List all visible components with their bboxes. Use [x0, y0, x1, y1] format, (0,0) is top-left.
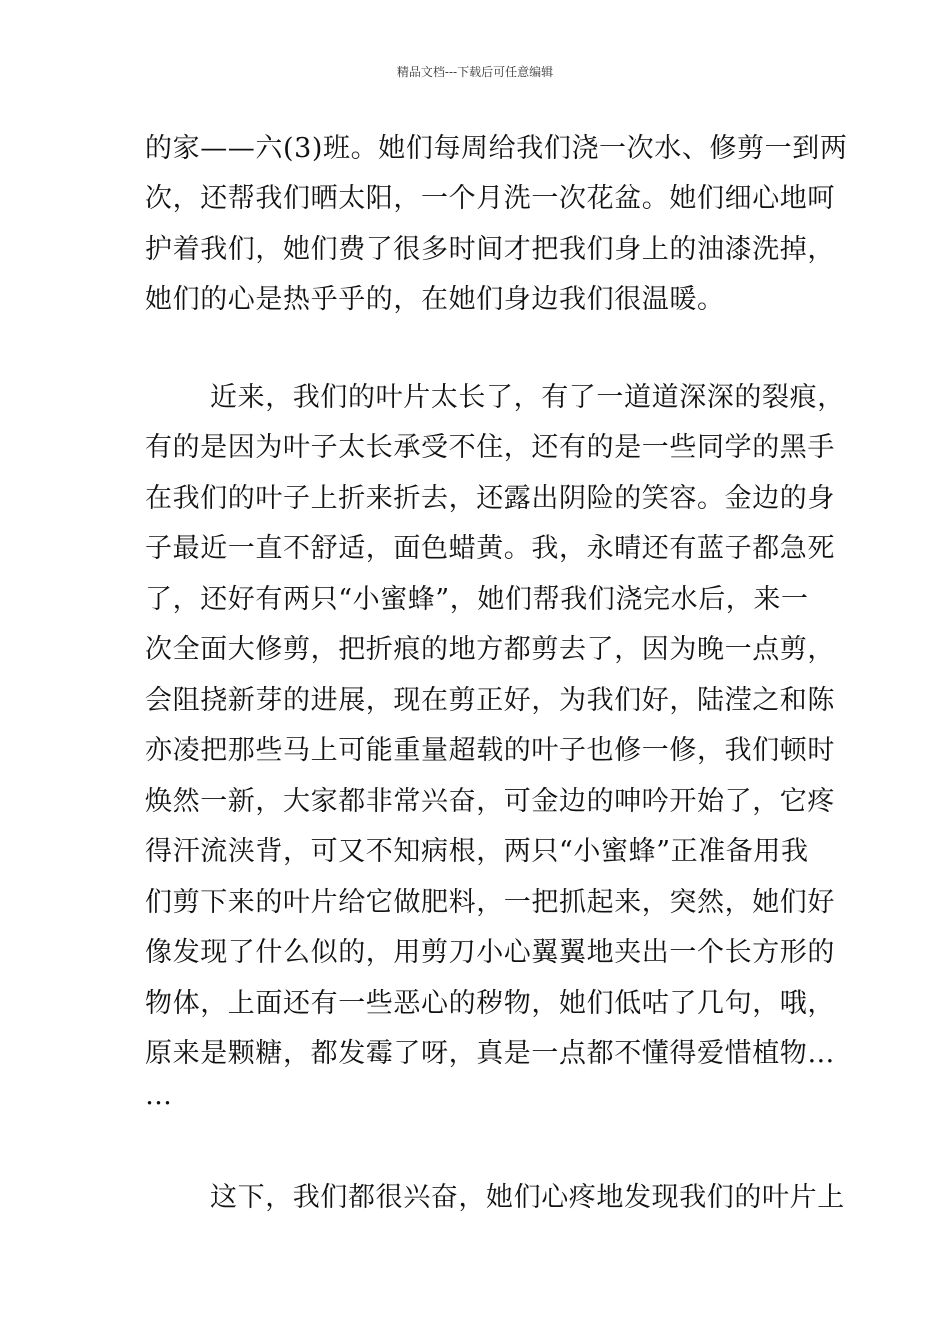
text-line: 焕然一新，大家都非常兴奋，可金边的呻吟开始了，它疼	[145, 786, 835, 817]
page-header: 精品文档---下载后可任意编辑	[396, 65, 554, 79]
text-line: …	[145, 1080, 173, 1111]
text-line: 有的是因为叶子太长承受不住，还有的是一些同学的黑手	[145, 432, 835, 463]
text-line: 子最近一直不舒适，面色蜡黄。我，永晴还有蓝子都急死	[145, 533, 835, 564]
text-line: 会阻挠新芽的进展，现在剪正好，为我们好，陆滢之和陈	[145, 685, 835, 716]
text-line: 亦凌把那些马上可能重量超载的叶子也修一修，我们顿时	[145, 735, 835, 766]
text-line: 她们的心是热乎乎的，在她们身边我们很温暖。	[145, 284, 725, 315]
text-line: 了，还好有两只“小蜜蜂”，她们帮我们浇完水后，来一	[145, 584, 809, 615]
text-line: 像发现了什么似的，用剪刀小心翼翼地夹出一个长方形的	[145, 937, 835, 968]
text-line: 近来，我们的叶片太长了，有了一道道深深的裂痕，	[210, 382, 845, 413]
text-line: 次，还帮我们晒太阳，一个月洗一次花盆。她们细心地呵	[145, 183, 835, 214]
text-line: 物体，上面还有一些恶心的秽物，她们低咕了几句，哦，	[145, 988, 835, 1019]
text-line: 得汗流浃背，可又不知病根，两只“小蜜蜂”正准备用我	[145, 836, 809, 867]
text-line: 护着我们，她们费了很多时间才把我们身上的油漆洗掉，	[145, 234, 835, 265]
text-line: 的家——六(3)班。她们每周给我们浇一次水、修剪一到两	[145, 133, 848, 164]
text-line: 在我们的叶子上折来折去，还露出阴险的笑容。金边的身	[145, 483, 835, 514]
text-line: 次全面大修剪，把折痕的地方都剪去了，因为晚一点剪，	[145, 634, 835, 665]
text-line: 原来是颗糖，都发霉了呀，真是一点都不懂得爱惜植物…	[145, 1038, 835, 1069]
text-line: 们剪下来的叶片给它做肥料，一把抓起来，突然，她们好	[145, 887, 835, 918]
text-line: 这下，我们都很兴奋，她们心疼地发现我们的叶片上	[210, 1182, 845, 1213]
